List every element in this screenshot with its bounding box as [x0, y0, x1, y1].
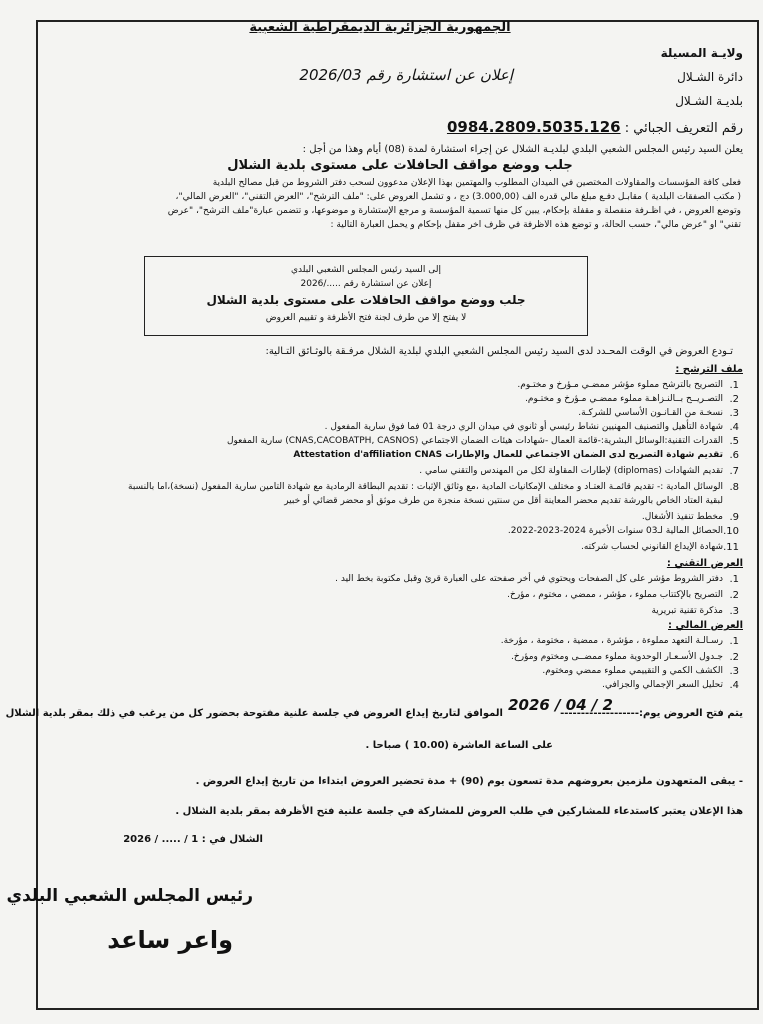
announcement-title: إعلان عن استشارة رقم 2026/03	[299, 66, 513, 84]
body-line-3: وتوضع العروض ، في أظـرفة منفصلة و مقفلة بإحكام، يبين كل منها تسمية المؤسسة و مرجع الإستشارة و موضوعها، و تتضمن عبارة"ملف الترشح"، "عرض	[167, 206, 741, 216]
financial-item-2: جـدول الأسـعـار الوحدوية مملوء ممضــى ومختوم ومؤرخ.	[511, 652, 723, 662]
project-title: جلب ووضع مواقف الحافلات على مستوى بلدية الشلال	[227, 158, 573, 173]
technical-item-2: التصريح بالإكتتاب مملوء ، مؤشر ، ممضي ، مختوم ، مؤرخ.	[507, 590, 723, 600]
republic-title: الجمهورية الجزائرية الديمقراطية الشعبية	[249, 20, 511, 35]
envelope-box	[144, 256, 588, 336]
body-line-1: فعلى كافة المؤسسات والمقاولات المختصين في الميدان المطلوب والمهتمين بهذا الإعلان مدعوون لسحب دفتر الشروط من قبل مصالح البلدية	[212, 178, 741, 188]
financial-item-1: رسـالـة التعهد مملوءة ، مؤشرة ، ممضية ، مختومة ، مؤرخة.	[500, 636, 723, 646]
candidacy-item-1: التصريح بالترشح مملوء مؤشر ممضـي مـؤرخ و مختـوم.	[517, 380, 723, 390]
candidacy-item-8-cont: لبقية العتاد الخاص بالورشة تقديم محضر المعاينة أقل من سنتين نسخة منجزة من طرف موثق أو محضر قضائي أو خبير	[284, 496, 723, 506]
tax-id-number: 0984.2809.5035.126	[446, 118, 621, 136]
place-date: الشلال في : 1 / ..... / 2026	[123, 834, 263, 845]
opening-suffix: الموافق لتاريخ إيداع العروض في جلسة علنية مفتوحة بحضور كل من يرغب في ذلك بمقر بلدية الشلال	[5, 708, 503, 719]
baladia-label: بلديـة الشـلال	[675, 94, 743, 108]
candidacy-heading: ملف الترشح :	[675, 364, 743, 375]
candidacy-item-11: شهادة الإيداع القانوني لحساب شركته.	[580, 542, 723, 552]
document-page: الجمهورية الجزائرية الديمقراطية الشعبية ولايـة المسيلة دائرة الشـلال بلديـة الشـلال إعلان عن استشارة رقم 2026/03 رقم التعريف الجبائي : 0984.2809.5035.126 يعلن السيد رئيس المجلس الشعبي البلدي لبلديـة الشلال عن إجراء استشارة لمدة (08) أيام وهذا من أجل : جلب ووضع مواقف الحافلات على مستوى بلدية الشلال فعلى كافة المؤسسات والمقاولات المختصين في الميدان المطلوب والمهتمين بهذا الإعلان مدعوون لسحب دفتر الشروط من قبل مصالح البلدية ( مكتب الصفقات البلدية ) مقابـل دفـع مبلغ مالي قدره ألف (3.000,00) دج ، و تشمل العروض على: "ملف الترشح"، "العرض التقني"، "العرض المالي"، وتوضع العروض ، في أظـرفة منفصلة و مقفلة بإحكام، يبين كل منها تسمية المؤسسة و مرجع الإستشارة و موضوعها، و تتضمن عبارة"ملف الترشح"، "عرض تقني" أو "عرض مالي"، حسب الحالة، و توضع هذه الأظرفة في ظرف أخر مقفل بإحكام و يحمل العبارة التالية : إلى السيد رئيس المجلس الشعبي البلدي إعلان عن استشارة رقم ...../2026 جلب ووضع مواقف الحافلات على مستوى بلدية الشلال لا يفتح إلا من طرف لجنة فتح الأظرفة و تقييم العروض تـودع العروض في الوقت المحـدد لدى السيد رئيس المجلس الشعبي البلدي لبلدية الشلال مرفـقة بالوثـائق التـالية: ملف الترشح : التصريح بالترشح مملوء مؤشر ممضـي مـؤرخ و مختـوم. .1 التصـريــح بــالنـزاهـة مملوء ممضـي مـؤرخ و مختـوم. .2 نسخـة من القـانـون الأساسي للشركـة. .3 شهادة التأهيل والتصنيف المهنيين نشاط رئيسي أو ثانوي في ميدان الري درجة 01 فما فوق سارية المفعول . .4 القدرات التقنية:الوسائل البشرية:-قائمة العمال -شهادات هيئات الضمان الاجتماعي (CNAS,CACOBATPH, CASNOS) سارية المفعول .5 تقديم شهادة التصريح لدى الضمان الاجتماعي للعمال والإطارات Attestation d'affiliation CNAS .6 تقديم الشهادات (diplomas) لإطارات المقاولة لكل من المهندس والتقني سامي . .7 الوسائل المادية :- تقديم قائمـة العتـاد و مختلف الإمكانيات المادية ،مع وثائق الإثبات : تقديم البطاقة الرمادية مع شهادة التأمين سارية المفعول (نسخة)،أما بالنسبة .8 لبقية العتاد الخاص بالورشة تقديم محضر المعاينة أقل من سنتين نسخة منجزة من طرف موثق أو محضر قضائي أو خبير مخطط تنفيذ الأشغال. .9 الحصائل المالية لـ03 سنوات الأخيرة 2024-2023-2022. .10 شهادة الإيداع القانوني لحساب شركته. .11 العرض التقني : دفتر الشروط مؤشر على كل الصفحات ويحتوي في أخر صفحته على العبارة قرئ وقبل مكتوبة بخط اليد . .1 التصريح بالإكتتاب مملوء ، مؤشر ، ممضي ، مختوم ، مؤرخ. .2 مذكرة تقنية تبريرية .3 العرض المالي : رسـالـة التعهد مملوءة ، مؤشرة ، ممضية ، مختومة ، مؤرخة. .1 جـدول الأسـعـار الوحدوية مملوء ممضــى ومختوم ومؤرخ. .2 الكشف الكمي و التقييمي مملوء ممضي ومختوم. .3 تحليل السعر الإجمالي والجزافي. .4 يتم فتح العروض يوم:------------------- 2026 / 04 / 2 الموافق لتاريخ إيداع العروض في جلسة علنية مفتوحة بحضور كل من يرغب في ذلك بمقر بلدية الشلال على الساعة العاشرة (10.00 ) صباحا . - يبقى المتعهدون ملزمين بعروضهم مدة تسعون يوم (90) + مدة تحضير العروض ابتداءا من تاريخ إيداع العروض . هذا الإعلان يعتبر كاستدعاء للمشاركين في طلب العروض للمشاركة في جلسة علنية فتح الأظرفة بمقر بلدية الشلال . الشلال في : 1 / ..... / 2026 رئيس المجلس الشعبي البلدي واعر ساعد	[10, 6, 753, 1018]
body-line-2: ( مكتب الصفقات البلدية ) مقابـل دفـع مبلغ مالي قدره ألف (3.000,00) دج ، و تشمل العروض على: "ملف الترشح"، "العرض التقني"، "العرض المالي"،	[175, 192, 741, 202]
candidacy-item-5: القدرات التقنية:الوسائل البشرية:-قائمة العمال -شهادات هيئات الضمان الاجتماعي (CNAS,CACOBATPH, CASNOS) سارية المفعول	[226, 436, 723, 446]
candidacy-item-3: نسخـة من القـانـون الأساسي للشركـة.	[578, 408, 723, 418]
candidacy-item-2: التصـريــح بــالنـزاهـة مملوء ممضـي مـؤرخ و مختـوم.	[525, 394, 723, 404]
notice-text: هذا الإعلان يعتبر كاستدعاء للمشاركين في طلب العروض للمشاركة في جلسة علنية فتح الأظرفة بمقر بلدية الشلال .	[175, 806, 743, 817]
validity-text: - يبقى المتعهدون ملزمين بعروضهم مدة تسعون يوم (90) + مدة تحضير العروض ابتداءا من تاريخ إيداع العروض .	[195, 776, 743, 787]
announcement-number: 2026/03	[299, 66, 362, 84]
daira-label: دائرة الشـلال	[677, 70, 743, 84]
candidacy-item-8: الوسائل المادية :- تقديم قائمـة العتـاد و مختلف الإمكانيات المادية ،مع وثائق الإثبات : تقديم البطاقة الرمادية مع شهادة التأمين سارية المفعول (نسخة)،أما بالنسبة	[128, 482, 723, 492]
technical-heading: العرض التقني :	[666, 558, 743, 569]
envelope-line-3: جلب ووضع مواقف الحافلات على مستوى بلدية الشلال	[206, 293, 526, 307]
candidacy-item-4: شهادة التأهيل والتصنيف المهنيين نشاط رئيسي أو ثانوي في ميدان الري درجة 01 فما فوق سارية المفعول .	[324, 422, 723, 432]
candidacy-item-7: تقديم الشهادات (diplomas) لإطارات المقاولة لكل من المهندس والتقني سامي .	[419, 466, 723, 476]
candidacy-item-6: تقديم شهادة التصريح لدى الضمان الاجتماعي للعمال والإطارات Attestation d'affiliation CNAS	[293, 450, 723, 460]
deposit-text: تـودع العروض في الوقت المحـدد لدى السيد رئيس المجلس الشعبي البلدي لبلدية الشلال مرفـقة بالوثـائق التـالية:	[265, 346, 733, 357]
financial-item-4: تحليل السعر الإجمالي والجزافي.	[602, 680, 723, 690]
technical-item-1: دفتر الشروط مؤشر على كل الصفحات ويحتوي في أخر صفحته على العبارة قرئ وقبل مكتوبة بخط اليد .	[335, 574, 723, 584]
opening-time: على الساعة العاشرة (10.00 ) صباحا .	[365, 740, 553, 751]
financial-heading: العرض المالي :	[668, 620, 743, 631]
financial-item-3: الكشف الكمي و التقييمي مملوء ممضي ومختوم.	[542, 666, 723, 676]
signature-name: واعر ساعد	[107, 926, 233, 954]
tax-id-row: رقم التعريف الجبائي : 0984.2809.5035.126	[446, 118, 743, 136]
envelope-line-2: إعلان عن استشارة رقم ...../2026	[300, 279, 432, 289]
candidacy-item-10: الحصائل المالية لـ03 سنوات الأخيرة 2024-2023-2022.	[507, 526, 723, 536]
opening-prefix: يتم فتح العروض يوم:-------------------	[560, 708, 743, 719]
intro-text: يعلن السيد رئيس المجلس الشعبي البلدي لبلديـة الشلال عن إجراء استشارة لمدة (08) أيام وهذا من أجل :	[302, 144, 743, 155]
envelope-line-4: لا يفتح إلا من طرف لجنة فتح الأظرفة و تقييم العروض	[265, 313, 467, 323]
candidacy-item-9: مخطط تنفيذ الأشغال.	[641, 512, 723, 522]
opening-handwritten-date: 2026 / 04 / 2	[508, 696, 613, 714]
signature-title: رئيس المجلس الشعبي البلدي	[6, 886, 253, 906]
technical-item-3: مذكرة تقنية تبريرية	[651, 606, 723, 616]
wilaya-label: ولايـة المسيلة	[660, 46, 743, 60]
envelope-line-1: إلى السيد رئيس المجلس الشعبي البلدي	[290, 265, 442, 275]
body-line-4: تقني" أو "عرض مالي"، حسب الحالة، و توضع هذه الأظرفة في ظرف أخر مقفل بإحكام و يحمل العبارة التالية :	[330, 220, 741, 230]
